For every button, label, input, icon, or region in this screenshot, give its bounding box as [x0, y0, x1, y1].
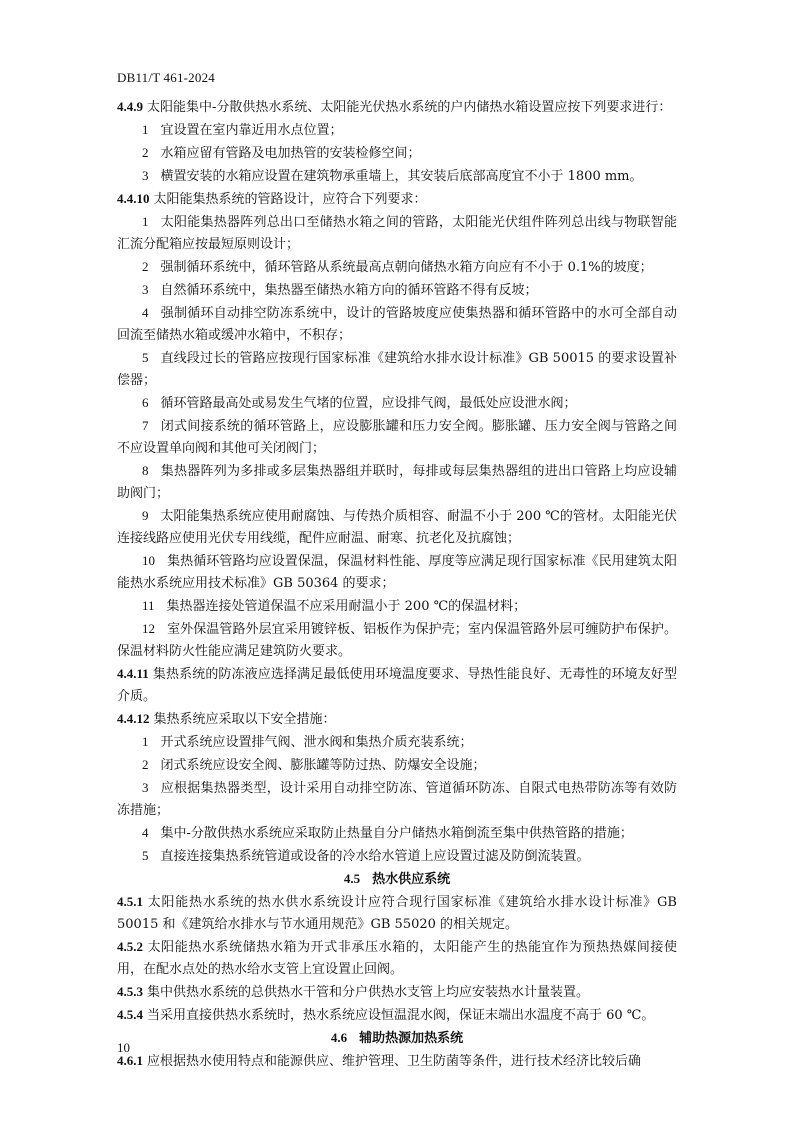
clause-paragraph — [117, 1004, 677, 1027]
list-item-text: 闭式系统应设安全阀、膨胀罐等防过热、防爆安全设施； — [160, 758, 486, 773]
list-item — [117, 302, 677, 347]
list-item-text: 集中-分散供热水系统应采取防止热量自分户储热水箱倒流至集中供热管路的措施； — [160, 826, 633, 841]
clause-paragraph — [117, 188, 677, 211]
clause-text: 太阳能热水系统储热水箱为开式非承压水箱的，太阳能产生的热能宜作为预热热媒间接使用，在配水点处的热水给水支管上宜设置止回阀。 — [117, 940, 677, 977]
list-item-text: 太阳能集热系统应使用耐腐蚀、与传热介质相容、耐温不小于 200 ℃的管材。太阳能光伏连接线路应使用光伏专用线缆，配件应耐温、耐寒、抗老化及抗腐蚀； — [117, 509, 677, 546]
list-item-number: 11 — [142, 598, 155, 613]
list-item — [117, 142, 677, 165]
clause-number: 4.4.11 — [117, 666, 149, 681]
clause-paragraph — [117, 891, 677, 936]
list-item-text: 直接连接集热系统管道或设备的冷水给水管道上应设置过滤及防倒流装置。 — [160, 849, 590, 864]
list-item-text: 集热循环管路均应设置保温，保温材料性能、厚度等应满足现行国家标准《民用建筑太阳能热水系统应用技术标准》GB 50364 的要求； — [117, 554, 677, 591]
list-item-number: 1 — [142, 734, 149, 749]
list-item-number: 5 — [142, 848, 149, 863]
clause-number: 4.5.1 — [117, 894, 143, 909]
list-item-text: 闭式间接系统的循环管路上，应设膨胀罐和压力安全阀。膨胀罐、压力安全阀与管路之间不应设置单向阀和其他可关闭阀门； — [117, 419, 677, 456]
list-item-text: 集热器连接处管道保温不应采用耐温小于 200 ℃的保温材料； — [166, 599, 527, 614]
list-item — [117, 347, 677, 392]
clause-number: 4.5.3 — [117, 984, 143, 999]
section-heading — [117, 868, 677, 891]
list-item-text: 强制循环自动排空防冻系统中，设计的管路坡度应使集热器和循环管路中的水可全部自动回流至储热水箱或缓冲水箱中，不积存； — [117, 306, 677, 343]
list-item-text: 自然循环系统中，集热器至储热水箱方向的循环管路不得有反坡； — [160, 283, 538, 298]
list-item-number: 1 — [142, 122, 149, 137]
clause-text: 太阳能热水系统的热水供水系统设计应符合现行国家标准《建筑给水排水设计标准》GB 50015 和《建筑给水排水与节水通用规范》GB 55020 的相关规定。 — [117, 895, 677, 932]
clause-paragraph — [117, 708, 677, 731]
clause-paragraph — [117, 1050, 677, 1073]
clause-number: 4.5.2 — [117, 939, 143, 954]
section-title: 热水供应系统 — [372, 872, 451, 887]
list-item-number: 4 — [142, 305, 149, 320]
list-item-text: 太阳能集热器阵列总出口至储热水箱之间的管路，太阳能光伏组件阵列总出线与物联智能汇流分配箱应按最短原则设计； — [117, 215, 677, 252]
list-item — [117, 845, 677, 868]
clause-number: 4.4.9 — [117, 99, 143, 114]
list-item — [117, 822, 677, 845]
clause-text: 集热系统的防冻液应选择满足最低使用环境温度要求、导热性能良好、无毒性的环境友好型介质。 — [117, 667, 677, 704]
list-item — [117, 550, 677, 595]
clause-text: 太阳能集中-分散供热水系统、太阳能光伏热水系统的户内储热水箱设置应按下列要求进行： — [147, 100, 672, 115]
list-item-text: 应根据集热器类型，设计采用自动排空防冻、管道循环防冻、自限式电热带防冻等有效防冻措施； — [117, 781, 677, 818]
clause-paragraph — [117, 663, 677, 708]
list-item-text: 水箱应留有管路及电加热管的安装检修空间； — [160, 146, 421, 161]
clause-text: 应根据热水使用特点和能源供应、维护管理、卫生防菌等条件，进行技术经济比较后确 — [147, 1054, 642, 1069]
clause-paragraph — [117, 981, 677, 1004]
clause-text: 集热系统应采取以下安全措施： — [153, 712, 336, 727]
list-item — [117, 392, 677, 415]
section-number: 4.6 — [330, 1030, 348, 1045]
list-item-number: 5 — [142, 350, 149, 365]
section-number: 4.5 — [343, 871, 361, 886]
list-item — [117, 460, 677, 505]
list-item-text: 集热器阵列为多排或多层集热器组并联时，每排或每层集热器组的进出口管路上均应设辅助阀门； — [117, 464, 677, 501]
list-item — [117, 279, 677, 302]
clause-number: 4.4.12 — [117, 711, 150, 726]
clause-text: 太阳能集热系统的管路设计，应符合下列要求： — [153, 192, 427, 207]
list-item — [117, 595, 677, 618]
list-item — [117, 731, 677, 754]
clause-number: 4.4.10 — [117, 191, 150, 206]
list-item — [117, 256, 677, 279]
clause-number: 4.5.4 — [117, 1007, 143, 1022]
list-item — [117, 618, 677, 663]
clause-paragraph — [117, 96, 677, 119]
list-item — [117, 505, 677, 550]
list-item — [117, 165, 677, 188]
list-item-number: 9 — [142, 508, 149, 523]
list-item-text: 循环管路最高处或易发生气堵的位置，应设排气阀，最低处应设泄水阀； — [160, 396, 577, 411]
clause-text: 集中供热水系统的总供热水干管和分户供热水支管上均应安装热水计量装置。 — [147, 985, 590, 1000]
list-item-number: 3 — [142, 282, 149, 297]
clause-text: 当采用直接供热水系统时，热水系统应设恒温混水阀，保证末端出水温度不高于 60 ℃。 — [147, 1008, 655, 1023]
document-code-header: DB11/T 461-2024 — [117, 70, 215, 85]
section-title: 辅助热源加热系统 — [359, 1031, 464, 1046]
list-item-number: 7 — [142, 418, 149, 433]
list-item-text: 横置安装的水箱应设置在建筑物承重墙上，其安装后底部高度宜不小于 1800 mm。 — [160, 169, 643, 184]
list-item-number: 12 — [142, 621, 155, 636]
list-item-number: 3 — [142, 780, 149, 795]
list-item-number: 8 — [142, 463, 149, 478]
document-body — [117, 96, 677, 1073]
list-item — [117, 754, 677, 777]
list-item-text: 开式系统应设置排气阀、泄水阀和集热介质充装系统； — [160, 735, 473, 750]
list-item-number: 10 — [142, 553, 155, 568]
list-item-text: 室外保温管路外层宜采用镀锌板、铝板作为保护壳；室内保温管路外层可缠防护布保护。保温材料防火性能应满足建筑防火要求。 — [117, 622, 677, 659]
list-item-text: 强制循环系统中，循环管路从系统最高点朝向储热水箱方向应有不小于 0.1%的坡度； — [160, 260, 653, 275]
list-item — [117, 119, 677, 142]
list-item-number: 2 — [142, 259, 149, 274]
list-item — [117, 415, 677, 460]
list-item — [117, 211, 677, 256]
page-number: 10 — [117, 1040, 130, 1055]
clause-number: 4.6.1 — [117, 1053, 143, 1068]
clause-paragraph — [117, 936, 677, 981]
list-item-text: 直线段过长的管路应按现行国家标准《建筑给水排水设计标准》GB 50015 的要求设置补偿器； — [117, 351, 677, 388]
list-item-number: 1 — [142, 214, 149, 229]
list-item-text: 宜设置在室内靠近用水点位置； — [160, 123, 343, 138]
list-item-number: 4 — [142, 825, 149, 840]
list-item-number: 6 — [142, 395, 149, 410]
list-item-number: 3 — [142, 168, 149, 183]
list-item-number: 2 — [142, 145, 149, 160]
list-item-number: 2 — [142, 757, 149, 772]
section-heading — [117, 1027, 677, 1050]
list-item — [117, 777, 677, 822]
